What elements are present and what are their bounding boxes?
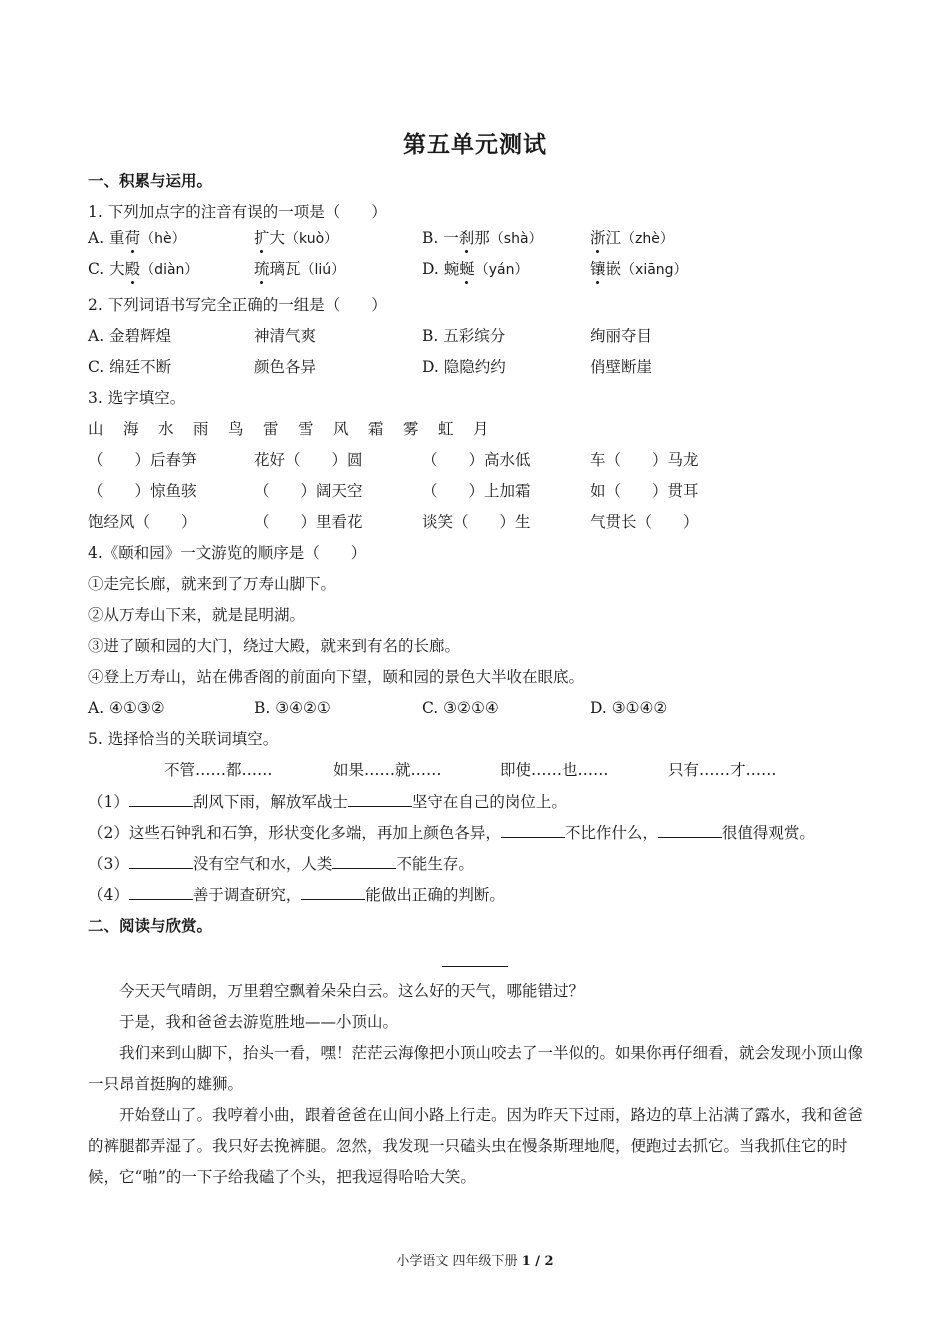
question-2-stem: 2. 下列词语书写完全正确的一组是（ ） — [88, 296, 387, 314]
q5-word-choice: 即使……也…… — [500, 761, 609, 779]
page-title: 第五单元测试 — [403, 131, 547, 158]
question-1-stem: 1. 下列加点字的注音有误的一项是（ ） — [88, 203, 387, 221]
q4-option: A. ④①③② — [88, 699, 165, 717]
passage-paragraph-2: 于是，我和爸爸去游览胜地——小顶山。 — [119, 1013, 399, 1031]
section-heading-2: 二、阅读与欣赏。 — [88, 916, 213, 935]
q3-idiom: （ ）惊鱼骇 — [88, 482, 197, 500]
passage-paragraph-1: 今天天气晴朗，万里碧空飘着朵朵白云。这么好的天气，哪能错过？ — [119, 982, 585, 1000]
q2-option-c2: 颜色各异 — [254, 358, 317, 376]
q4-statement-3: ③进了颐和园的大门，绕过大殿，就来到有名的长廊。 — [88, 637, 461, 655]
q4-option: C. ③②①④ — [422, 699, 499, 717]
q5-label: （4） — [88, 886, 129, 904]
answer-blank[interactable] — [658, 823, 722, 838]
q4-statement-4: ④登上万寿山，站在佛香阁的前面向下望，颐和园的景色大半收在眼底。 — [88, 668, 585, 686]
q5-text: 很值得观赏。 — [721, 824, 815, 842]
q3-idiom: 如（ ）贯耳 — [590, 482, 699, 500]
q5-label: （1） — [88, 793, 129, 811]
q2-option-b2: 绚丽夺目 — [590, 327, 653, 345]
q3-idiom: （ ）后春笋 — [88, 451, 197, 469]
footer-text: 小学语文 四年级下册 — [396, 1254, 522, 1269]
q2-option-d1: D. 隐隐约约 — [422, 358, 506, 376]
q2-option-a1: A. 金碧辉煌 — [88, 327, 172, 345]
q3-idiom: （ ）高水低 — [422, 451, 531, 469]
passage-title-blank[interactable] — [442, 966, 508, 967]
q5-sentence-1 — [88, 792, 567, 812]
question-3-stem: 3. 选字填空。 — [88, 389, 186, 407]
q2-option-c1: C. 绵廷不断 — [88, 358, 172, 376]
passage-paragraph-3: 我们来到山脚下，抬头一看，嘿！茫茫云海像把小顶山咬去了一半似的。如果你再仔细看，就会发现小顶山像一只昂首挺胸的雄狮。 — [88, 1044, 864, 1093]
answer-blank[interactable] — [129, 854, 193, 869]
q1-option-b2: 浙江（zhè） — [590, 229, 674, 247]
q2-option-d2: 俏壁断崖 — [590, 358, 653, 376]
answer-blank[interactable] — [129, 792, 193, 807]
q3-idiom: 花好（ ）圆 — [254, 451, 363, 469]
q3-idiom: 谈笑（ ）生 — [422, 513, 531, 531]
q2-option-b1: B. 五彩缤分 — [422, 327, 506, 345]
q5-sentence-2 — [88, 823, 815, 843]
q5-text: 善于调查研究， — [192, 886, 302, 904]
answer-blank[interactable] — [348, 792, 412, 807]
q3-idiom: （ ）里看花 — [254, 513, 363, 531]
q5-text: 坚守在自己的岗位上。 — [411, 793, 567, 811]
q1-option-c1: C. 大殿（diàn） — [88, 260, 199, 278]
page-footer — [0, 1250, 950, 1269]
q3-character-bank: 山 海 水 雨 鸟 雷 雪 风 霜 雾 虹 月 — [88, 420, 491, 438]
q1-option-c2: 琉璃瓦（liú） — [254, 260, 346, 278]
answer-blank[interactable] — [129, 885, 193, 900]
q3-idiom: 饱经风（ ） — [88, 513, 197, 531]
q1-option-a2: 扩大（kuò） — [254, 229, 339, 247]
answer-blank[interactable] — [501, 823, 565, 838]
q5-text: 没有空气和水，人类 — [192, 855, 333, 873]
section-heading-1: 一、积累与运用。 — [88, 171, 213, 190]
q3-idiom: 车（ ）马龙 — [590, 451, 699, 469]
question-5-stem: 5. 选择恰当的关联词填空。 — [88, 730, 279, 748]
q5-text: 不比作什么， — [564, 824, 658, 842]
q5-text: 能做出正确的判断。 — [365, 886, 505, 904]
page-number: 1 / 2 — [521, 1254, 554, 1269]
q5-label: （3） — [88, 855, 129, 873]
q3-idiom: 气贯长（ ） — [590, 513, 699, 531]
q5-text: 刮风下雨，解放军战士 — [192, 793, 348, 811]
q5-text: 不能生存。 — [396, 855, 474, 873]
q5-word-choice: 如果……就…… — [333, 761, 442, 779]
q4-option: B. ③④②① — [254, 699, 331, 717]
q3-idiom: （ ）上加霜 — [422, 482, 531, 500]
passage-paragraph-4: 开始登山了。我哼着小曲，跟着爸爸在山间小路上行走。因为昨天下过雨，路边的草上沾满了露水，我和爸爸的裤腿都弄湿了。我只好去挽裤腿。忽然，我发现一只磕头虫在慢条斯理地爬，便跑过去抓它。当我抓住它的时候，它“啪”的一下子给我磕了个头，把我逗得哈哈大笑。 — [88, 1106, 864, 1186]
question-4-stem: 4.《颐和园》一文游览的顺序是（ ） — [88, 544, 367, 562]
q1-option-a1: A. 重荷（hè） — [88, 229, 186, 247]
answer-blank[interactable] — [332, 854, 396, 869]
q1-option-d2: 镶嵌（xiāng） — [590, 260, 688, 278]
answer-blank[interactable] — [301, 885, 365, 900]
q1-option-d1: D. 蜿蜒（yán） — [422, 260, 529, 278]
q4-statement-2: ②从万寿山下来，就是昆明湖。 — [88, 606, 306, 624]
q1-option-b1: B. 一刹那（shà） — [422, 229, 543, 247]
q5-word-choice: 只有……才…… — [668, 761, 777, 779]
q5-text: （2）这些石钟乳和石笋，形状变化多端，再加上颜色各异， — [88, 824, 501, 842]
q2-option-a2: 神清气爽 — [254, 327, 317, 345]
q5-word-choice: 不管……都…… — [164, 761, 273, 779]
q5-sentence-4 — [88, 885, 505, 905]
q5-sentence-3 — [88, 854, 474, 874]
q4-statement-1: ①走完长廊，就来到了万寿山脚下。 — [88, 575, 337, 593]
q4-option: D. ③①④② — [590, 699, 668, 717]
q3-idiom: （ ）阔天空 — [254, 482, 363, 500]
